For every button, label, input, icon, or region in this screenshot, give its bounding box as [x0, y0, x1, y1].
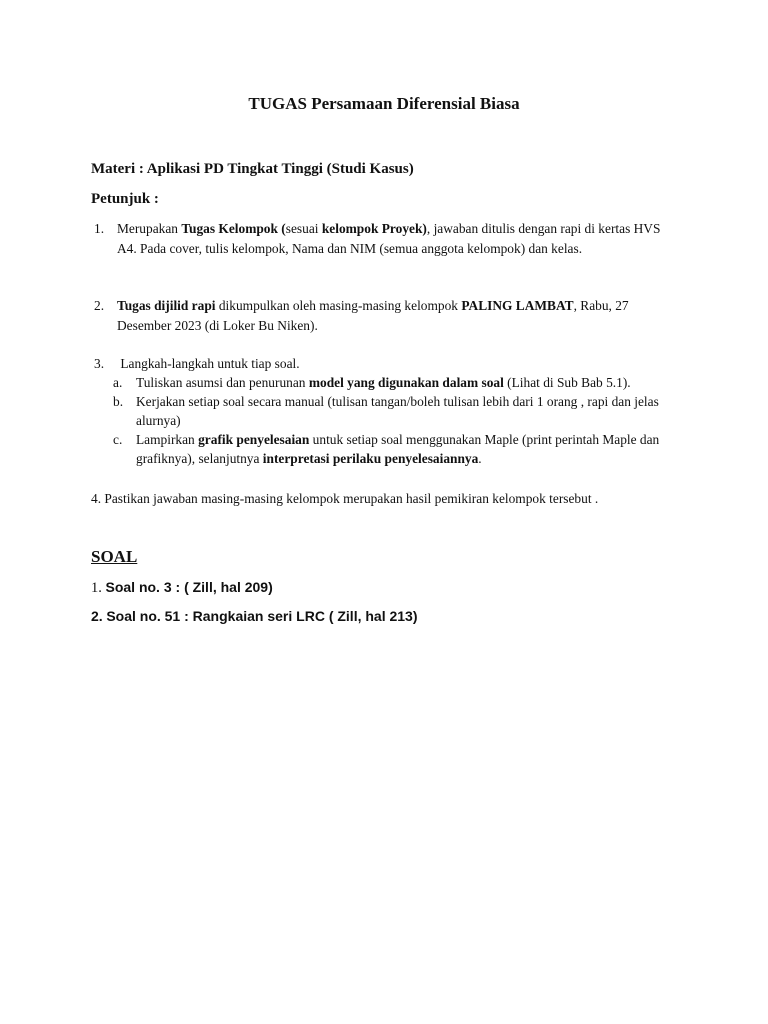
soal-item-1: [91, 577, 273, 598]
instruction-text: Langkah-langkah untuk tiap soal.: [117, 356, 300, 371]
sub-item-text: Lampirkan grafik penyelesaian untuk setiap soal menggunakan Maple (print perintah Maple dan grafiknya), selanjutnya interpretasi perilaku penyelesaiannya.: [136, 432, 660, 466]
sub-item-c: [113, 430, 683, 468]
instruction-item-4: 4. Pastikan jawaban masing-masing kelompok merupakan hasil pemikiran kelompok tersebut .: [91, 491, 599, 506]
list-number: 3.: [94, 356, 105, 371]
soal-text: Soal no. 3 : ( Zill, hal 209): [105, 579, 273, 595]
sub-letter: c.: [113, 432, 123, 447]
sub-letter: b.: [113, 394, 124, 409]
soal-heading: SOAL: [91, 547, 138, 566]
soal-item-2: [91, 606, 418, 627]
instruction-text: Tugas dijilid rapi dikumpulkan oleh masing-masing kelompok PALING LAMBAT, Rabu, 27 Desember 2023 (di Loker Bu Niken).: [117, 298, 629, 333]
materi-line: Materi : Aplikasi PD Tingkat Tinggi (Studi Kasus): [91, 161, 414, 177]
instruction-text: Merupakan Tugas Kelompok (sesuai kelompok Proyek), jawaban ditulis dengan rapi di kertas HVS A4. Pada cover, tulis kelompok, Nama dan NIM (semua anggota kelompok) dan kelas.: [117, 221, 661, 256]
instruction-item-1: [94, 219, 674, 259]
sub-item-a: [113, 373, 683, 392]
soal-number: 1.: [91, 580, 102, 596]
instruction-item-2: [94, 296, 674, 336]
sub-item-text: Kerjakan setiap soal secara manual (tulisan tangan/boleh tulisan lebih dari 1 orang , rapi dan jelas alurnya): [136, 394, 659, 428]
soal-text: Soal no. 51 : Rangkaian seri LRC ( Zill, hal 213): [106, 608, 418, 624]
list-number: 2.: [94, 298, 105, 313]
instruction-item-3: [94, 354, 674, 374]
page-title: TUGAS Persamaan Diferensial Biasa: [248, 94, 520, 113]
list-number: 1.: [94, 221, 105, 236]
soal-number: 2.: [91, 608, 103, 624]
sub-item-text: Tuliskan asumsi dan penurunan model yang digunakan dalam soal (Lihat di Sub Bab 5.1).: [136, 375, 631, 390]
sub-letter: a.: [113, 375, 123, 390]
sub-item-b: [113, 392, 683, 430]
petunjuk-heading: Petunjuk :: [91, 191, 159, 207]
